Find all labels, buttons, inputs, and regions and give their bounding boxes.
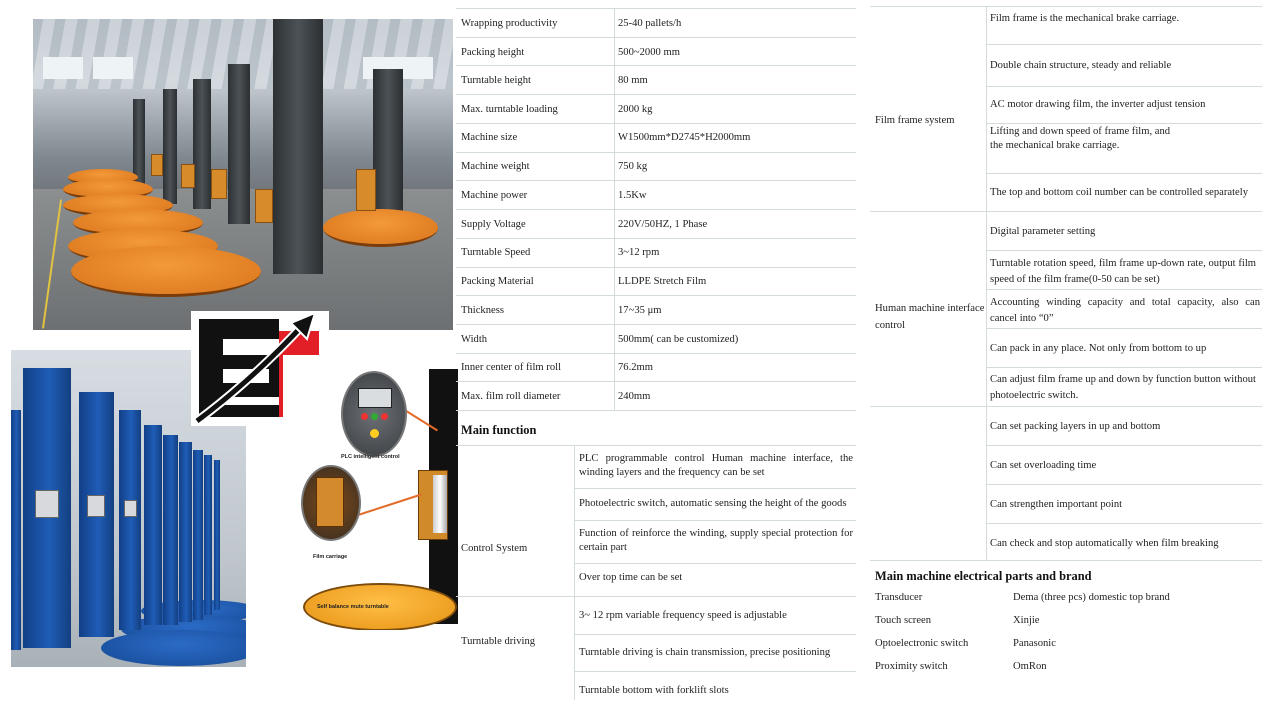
control-system-label: Control System [461, 543, 528, 554]
film-carriage-callout [301, 465, 361, 541]
hmi-item: Can strengthen important point [990, 499, 1123, 510]
electrical-part: Transducer [875, 592, 923, 603]
turntable-item: Turntable driving is chain transmission, precise positioning [579, 647, 831, 658]
spec-label: Wrapping productivity [461, 18, 558, 29]
machine-feature-diagram [283, 355, 458, 630]
spec-label: Machine size [461, 132, 518, 143]
film-frame-label: Film frame system [875, 115, 955, 126]
spec-label: Machine power [461, 190, 528, 201]
electrical-brand: OmRon [1013, 661, 1047, 672]
electrical-heading: Main machine electrical parts and brand [875, 569, 1092, 583]
turntable-item: Turntable bottom with forklift slots [579, 685, 729, 696]
turntable-driving-label: Turntable driving [461, 636, 536, 647]
spec-value: 750 kg [618, 161, 648, 172]
control-item: Photoelectric switch, automatic sensing the height of the goods [579, 498, 847, 509]
spec-value: 3~12 rpm [618, 247, 660, 258]
hmi-item: Digital parameter setting [990, 226, 1096, 237]
electrical-part: Optoelectronic switch [875, 638, 969, 649]
film-frame-item: Film frame is the mechanical brake carriage. [990, 13, 1180, 24]
hmi-item: Can set overloading time [990, 460, 1097, 471]
film-frame-item: Lifting and down speed of frame film, and [990, 126, 1171, 137]
hmi-item: Can adjust film frame up and down by function button without photoelectric switch. [990, 374, 1256, 401]
hmi-item: Accounting winding capacity and total capacity, also can cancel into “0” [990, 297, 1260, 324]
film-frame-item: the mechanical brake carriage. [990, 140, 1120, 151]
spec-value: 25-40 pallets/h [618, 18, 682, 29]
control-item: Function of reinforce the winding, supply special protection for certain part [579, 528, 853, 553]
spec-value: 500mm( can be customized) [618, 334, 739, 345]
product-photo-orange-wrappers [33, 19, 453, 330]
film-frame-item: Double chain structure, steady and reliable [990, 60, 1172, 71]
spec-value: 17~35 μm [618, 305, 662, 316]
spec-value: 1.5Kw [618, 190, 647, 201]
electrical-brand: Panasonic [1013, 638, 1056, 649]
spec-label: Packing Material [461, 276, 534, 287]
spec-label: Machine weight [461, 161, 530, 172]
plc-caption: PLC intelligent control [341, 454, 400, 460]
control-item: Over top time can be set [579, 572, 683, 583]
hmi-label-line2: control [875, 320, 906, 331]
turntable-caption: Self balance mute turntable [317, 604, 389, 610]
spec-label: Width [461, 334, 488, 345]
spec-label: Max. film roll diameter [461, 391, 561, 402]
spec-label: Max. turntable loading [461, 104, 558, 115]
hmi-item: Can set packing layers in up and bottom [990, 421, 1161, 432]
spec-value: LLDPE Stretch Film [618, 276, 707, 287]
turntable-item: 3~ 12 rpm variable frequency speed is adjustable [579, 610, 787, 621]
hmi-item: Turntable rotation speed, film frame up-down rate, output film speed of the film frame(0-50 can be set) [990, 258, 1256, 285]
spec-value: 76.2mm [618, 362, 654, 373]
spec-label: Thickness [461, 305, 504, 316]
electrical-brand: Dema (three pcs) domestic top brand [1013, 592, 1170, 603]
spec-label: Inner center of film roll [461, 362, 562, 373]
hmi-label-line1: Human machine interface [875, 303, 985, 314]
spec-label: Turntable height [461, 75, 531, 86]
spec-value: 240mm [618, 391, 651, 402]
electrical-brand: Xinjie [1013, 615, 1040, 626]
spec-label: Packing height [461, 47, 525, 58]
hmi-item: Can pack in any place. Not only from bottom to up [990, 343, 1207, 354]
spec-label: Turntable Speed [461, 247, 531, 258]
spec-value: W1500mm*D2745*H2000mm [618, 132, 751, 143]
electrical-part: Touch screen [875, 615, 932, 626]
electrical-part: Proximity switch [875, 661, 948, 672]
control-item: PLC programmable control Human machine interface, the winding layers and the frequency can be set [579, 453, 853, 478]
film-frame-item: The top and bottom coil number can be controlled separately [990, 187, 1248, 198]
spec-value: 220V/50HZ, 1 Phase [618, 219, 708, 230]
spec-value: 80 mm [618, 75, 648, 86]
hmi-item: Can check and stop automatically when film breaking [990, 538, 1219, 549]
plc-controller-callout [341, 371, 407, 457]
spec-value: 500~2000 mm [618, 47, 680, 58]
main-function-heading: Main function [461, 423, 537, 437]
film-frame-item: AC motor drawing film, the inverter adjust tension [990, 99, 1206, 110]
spec-label: Supply Voltage [461, 219, 526, 230]
film-carriage-caption: Film carriage [313, 554, 348, 560]
spec-value: 2000 kg [618, 104, 653, 115]
